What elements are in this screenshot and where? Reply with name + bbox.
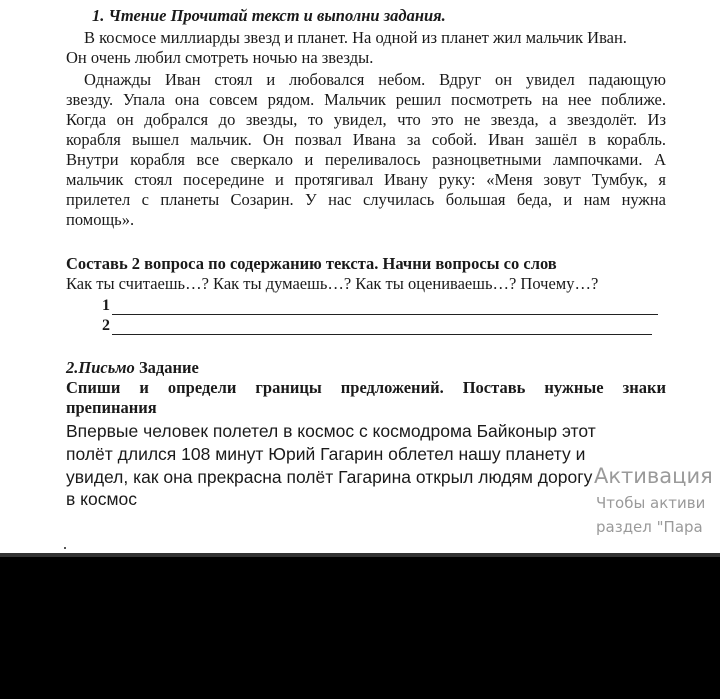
section2-instruction: препинания [66, 398, 157, 417]
paragraph2-line: мальчик стоял посередине и протягивал Ивану руку: «Меня зовут Тумбук, я [66, 170, 666, 189]
paragraph1-line: В космосе миллиарды звезд и планет. На одной из планет жил мальчик Иван. [84, 28, 627, 47]
answer-number: 2 [102, 317, 110, 334]
answer-line [112, 334, 652, 335]
paragraph2-line: помощь». [66, 210, 135, 229]
exercise-text-line: полёт длился 108 минут Юрий Гагарин облетел нашу планету и [66, 444, 586, 464]
exercise-text-line: увидел, как она прекрасна полёт Гагарина открыл людям дорогу [66, 467, 593, 487]
section2-title [66, 358, 199, 378]
exercise-text-line: Впервые человек полетел в космос с космодрома Байконыр этот [66, 421, 596, 441]
paragraph2-line: звезду. Упала она совсем рядом. Мальчик решил посмотреть на нее поближе. [66, 90, 666, 109]
activation-watermark-text: раздел "Пара [596, 518, 703, 536]
section2-title-italic: 2.Письмо [66, 358, 135, 377]
activation-watermark-text: Чтобы активи [596, 494, 706, 512]
paragraph2-line: корабля вышел мальчик. Он позвал Ивана за собой. Иван зашёл в корабль. [66, 130, 666, 149]
answer-line [112, 314, 658, 315]
paragraph2-line: Когда он добрался до звезды, то увидел, что это не звезда, а звездолёт. Из [66, 110, 666, 129]
stray-dot [64, 547, 66, 549]
task-heading: Составь 2 вопроса по содержанию текста. Начни вопросы со слов [66, 254, 557, 273]
task-prompts: Как ты считаешь…? Как ты думаешь…? Как ты оцениваешь…? Почему…? [66, 274, 599, 293]
paragraph2-line: Однажды Иван стоял и любовался небом. Вдруг он увидел падающую [84, 70, 666, 89]
paragraph2-line: Внутри корабля все сверкало и переливалось разноцветными лампочками. А [66, 150, 666, 169]
paragraph2-line: прилетел с планеты Созарин. У нас случилась большая беда, и нам нужна [66, 190, 666, 209]
section1-title: 1. Чтение Прочитай текст и выполни задания. [92, 6, 446, 25]
section2-title-rest: Задание [134, 358, 199, 377]
page-bottom-border [0, 553, 720, 557]
activation-watermark-title: Активация [594, 464, 713, 488]
section2-instruction: Спиши и определи границы предложений. Поставь нужные знаки [66, 378, 666, 397]
paragraph1-line: Он очень любил смотреть ночью на звезды. [66, 48, 374, 67]
answer-number: 1 [102, 297, 110, 314]
exercise-text-line: в космос [66, 489, 138, 509]
